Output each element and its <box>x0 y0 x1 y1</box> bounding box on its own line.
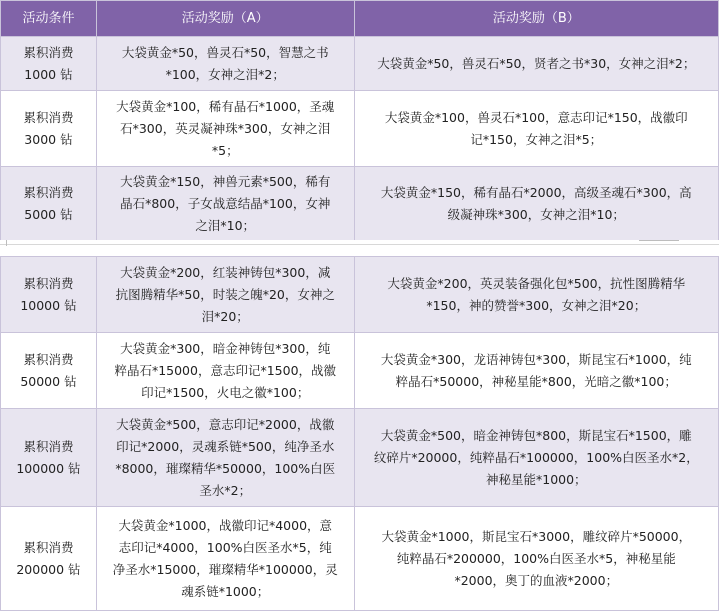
reward-a-cell: 大袋黄金*200，红装神铸包*300，减 抗图腾精华*50，时装之魄*20，女神之 泪*20； <box>96 257 354 333</box>
reward-a-cell: 大袋黄金*500，意志印记*2000，战徽 印记*2000，灵魂系链*500，纯净圣水 *8000，璀璨精华*50000，100%白医 圣水*2； <box>96 409 354 507</box>
table-row <box>1 167 719 241</box>
condition-cell: 累积消费 1000 钻 <box>1 37 97 91</box>
condition-cell: 累积消费 10000 钻 <box>1 257 97 333</box>
table-row <box>1 37 719 91</box>
header-reward-b: 活动奖励（B） <box>354 1 718 37</box>
header-reward-a: 活动奖励（A） <box>96 1 354 37</box>
condition-cell: 累积消费 100000 钻 <box>1 409 97 507</box>
table-row <box>1 507 719 611</box>
page-corner-mark-right <box>639 240 679 241</box>
reward-table-page-1 <box>0 0 719 241</box>
reward-b-cell: 大袋黄金*300，龙语神铸包*300，斯昆宝石*1000，纯 粹晶石*50000，神秘星能*800，光暗之徽*100； <box>354 333 718 409</box>
reward-a-cell: 大袋黄金*100，稀有晶石*1000，圣魂 石*300，英灵凝神珠*300，女神之泪 *5； <box>96 91 354 167</box>
header-condition: 活动条件 <box>1 1 97 37</box>
page-break-divider <box>0 240 719 256</box>
reward-a-cell: 大袋黄金*150，神兽元素*500，稀有 晶石*800，子女战意结晶*100，女神 之泪*10； <box>96 167 354 241</box>
condition-cell: 累积消费 200000 钻 <box>1 507 97 611</box>
reward-b-cell: 大袋黄金*150，稀有晶石*2000，高级圣魂石*300，高 级凝神珠*300，女神之泪*10； <box>354 167 718 241</box>
reward-b-cell: 大袋黄金*200，英灵装备强化包*500，抗性图腾精华 *150，神的赞誉*300，女神之泪*20； <box>354 257 718 333</box>
table-row <box>1 409 719 507</box>
reward-b-cell: 大袋黄金*500，暗金神铸包*800，斯昆宝石*1500，雕 纹碎片*20000，纯粹晶石*100000，100%白医圣水*2， 神秘星能*1000； <box>354 409 718 507</box>
reward-b-cell: 大袋黄金*50，兽灵石*50，贤者之书*30，女神之泪*2； <box>354 37 718 91</box>
reward-a-cell: 大袋黄金*300，暗金神铸包*300，纯 粹晶石*15000，意志印记*1500，战徽 印记*1500，火电之徽*100； <box>96 333 354 409</box>
page-break-line <box>0 244 719 245</box>
condition-cell: 累积消费 5000 钻 <box>1 167 97 241</box>
reward-b-cell: 大袋黄金*1000，斯昆宝石*3000，雕纹碎片*50000， 纯粹晶石*200000，100%白医圣水*5，神秘星能 *2000，奥丁的血液*2000； <box>354 507 718 611</box>
reward-b-cell: 大袋黄金*100，兽灵石*100，意志印记*150，战徽印 记*150，女神之泪*5； <box>354 91 718 167</box>
reward-a-cell: 大袋黄金*1000，战徽印记*4000，意 志印记*4000，100%白医圣水*5，纯 净圣水*15000，璀璨精华*100000，灵 魂系链*1000； <box>96 507 354 611</box>
table-row <box>1 333 719 409</box>
table-row <box>1 257 719 333</box>
reward-a-cell: 大袋黄金*50，兽灵石*50，智慧之书 *100，女神之泪*2； <box>96 37 354 91</box>
condition-cell: 累积消费 3000 钻 <box>1 91 97 167</box>
table-row <box>1 91 719 167</box>
reward-table-page-2 <box>0 256 719 611</box>
condition-cell: 累积消费 50000 钻 <box>1 333 97 409</box>
header-row <box>1 1 719 37</box>
page-corner-mark-left <box>6 240 7 246</box>
